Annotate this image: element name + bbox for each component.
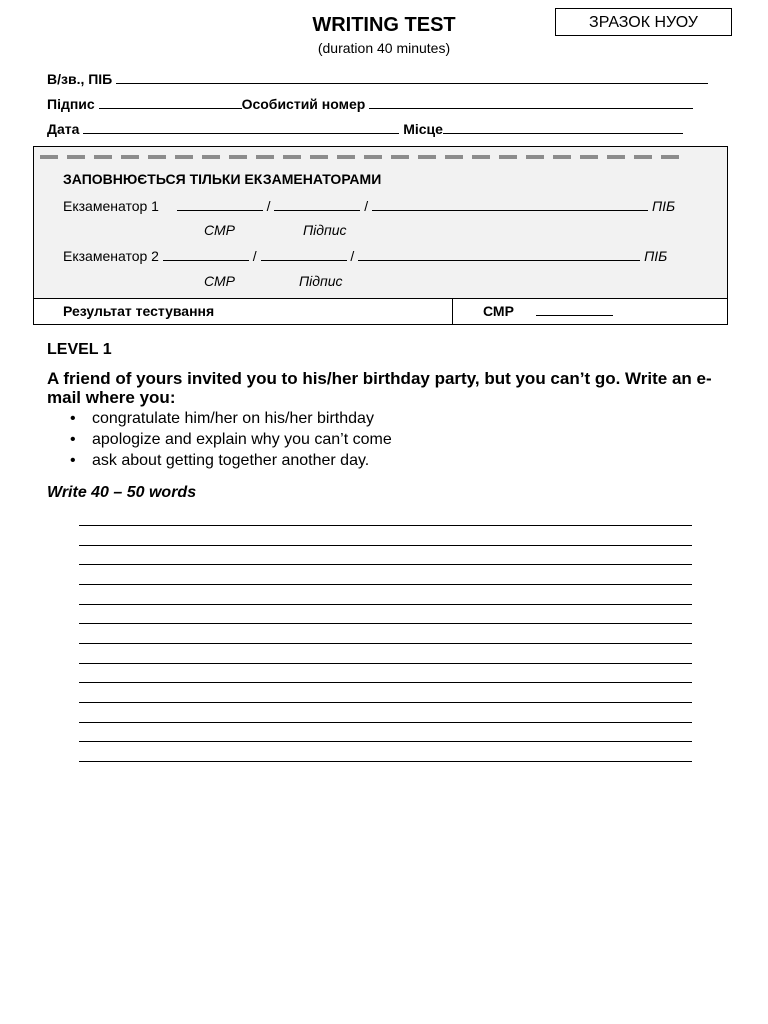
examiner-1-signature-blank[interactable] — [274, 198, 360, 211]
examiner-2-name-blank[interactable] — [358, 248, 640, 261]
rank-name-label: В/зв., ПІБ — [47, 71, 113, 87]
result-divider — [452, 299, 453, 324]
answer-line[interactable] — [79, 722, 692, 723]
bullet-icon: • — [70, 410, 76, 427]
duration-subtitle: (duration 40 minutes) — [317, 40, 451, 56]
examiner-2-smr-caption: СМР — [204, 273, 235, 289]
list-item: • apologize and explain why you can’t come — [70, 431, 392, 448]
test-result-label: Результат тестування — [63, 303, 215, 319]
examiner-2-pib-label: ПІБ — [644, 248, 668, 264]
examiner-2-smr-blank[interactable] — [163, 248, 249, 261]
date-place-row — [47, 121, 683, 138]
date-label: Дата — [47, 121, 80, 137]
bullet-icon: • — [70, 452, 76, 469]
result-smr-field — [483, 299, 613, 323]
result-row — [33, 298, 728, 325]
examiner-2-label: Екзаменатор 2 — [63, 248, 159, 264]
examiner-2-signature-blank[interactable] — [261, 248, 347, 261]
sample-stamp: ЗРАЗОК НУОУ — [555, 8, 732, 36]
answer-line[interactable] — [79, 643, 692, 644]
rank-name-field — [47, 71, 708, 88]
examiners-only-heading: ЗАПОВНЮЄТЬСЯ ТІЛЬКИ ЕКЗАМЕНАТОРАМИ — [63, 171, 382, 187]
answer-line[interactable] — [79, 604, 692, 605]
examiner-1-smr-blank[interactable] — [177, 198, 263, 211]
examiner-section — [33, 146, 728, 324]
word-count-instruction: Write 40 – 50 words — [47, 484, 197, 501]
answer-line[interactable] — [79, 584, 692, 585]
place-blank[interactable] — [443, 121, 683, 134]
answer-line[interactable] — [79, 623, 692, 624]
answer-line[interactable] — [79, 741, 692, 742]
examiner-1-name-blank[interactable] — [372, 198, 648, 211]
examiner-1-label: Екзаменатор 1 — [63, 198, 159, 214]
answer-line[interactable] — [79, 702, 692, 703]
result-smr-label: СМР — [483, 303, 514, 319]
examiner-1-smr-caption: СМР — [204, 222, 235, 238]
examiner-2-row: Екзаменатор 2 / / ПІБ — [63, 248, 668, 264]
answer-line[interactable] — [79, 545, 692, 546]
bullet-icon: • — [70, 431, 76, 448]
rank-name-blank[interactable] — [116, 71, 708, 84]
examiner-1-row: Екзаменатор 1 / / ПІБ — [63, 198, 676, 214]
date-blank[interactable] — [83, 121, 399, 134]
answer-line[interactable] — [79, 564, 692, 565]
signature-row — [47, 96, 693, 113]
examiner-1-signature-caption: Підпис — [303, 222, 347, 238]
answer-line[interactable] — [79, 663, 692, 664]
level-heading: LEVEL 1 — [47, 341, 112, 358]
place-label: Місце — [403, 121, 443, 137]
result-smr-blank[interactable] — [536, 303, 613, 316]
examiner-1-pib-label: ПІБ — [651, 198, 676, 214]
answer-line[interactable] — [79, 761, 692, 762]
examiner-2-signature-caption: Підпис — [299, 273, 343, 289]
page-title: WRITING TEST — [312, 14, 456, 36]
personal-number-blank[interactable] — [369, 96, 693, 109]
task-bullet-list — [68, 408, 392, 471]
task-prompt: A friend of yours invited you to his/her birthday party, but you can’t go. Write an e-mail where you: — [47, 369, 712, 407]
signature-blank[interactable] — [99, 96, 242, 109]
answer-line[interactable] — [79, 682, 692, 683]
signature-label: Підпис — [47, 96, 95, 112]
list-item: • congratulate him/her on his/her birthday — [70, 410, 374, 427]
personal-number-label: Особистий номер — [241, 96, 366, 112]
answer-line[interactable] — [79, 525, 692, 526]
list-item: • ask about getting together another day. — [70, 452, 370, 469]
